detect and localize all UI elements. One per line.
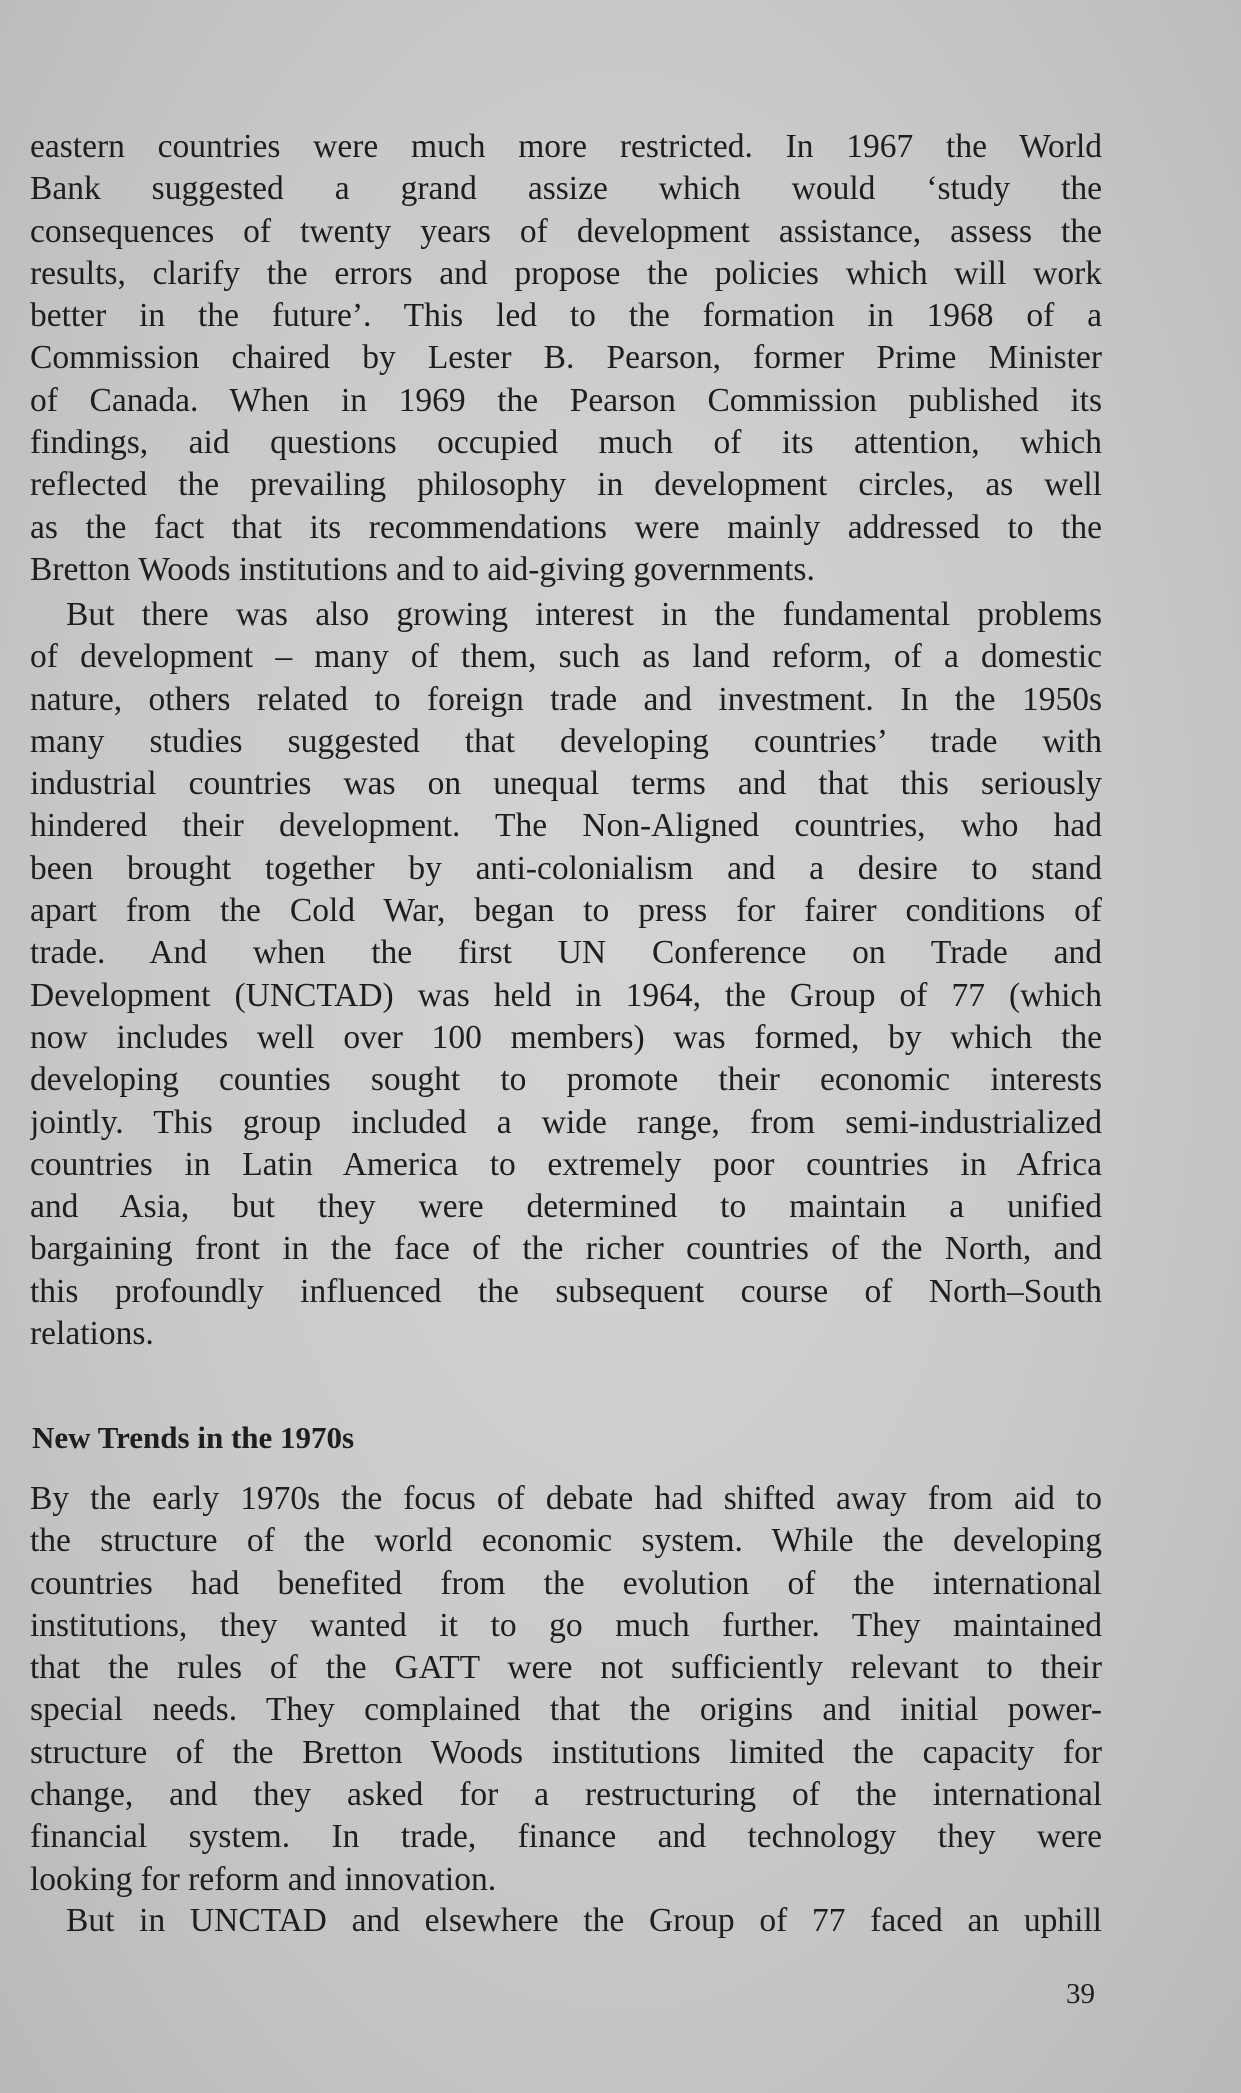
text-line: consequences of twenty years of development assistance, assess the — [30, 212, 1102, 250]
text-line: of Canada. When in 1969 the Pearson Commission published its — [30, 381, 1102, 419]
text-line: industrial countries was on unequal terms and that this seriously — [30, 765, 1102, 803]
section-heading: New Trends in the 1970s — [32, 1420, 355, 1455]
text-line: But in UNCTAD and elsewhere the Group of 77 faced an uphill — [66, 1902, 1102, 1939]
text-line: eastern countries were much more restricted. In 1967 the World — [30, 128, 1102, 165]
text-line: change, and they asked for a restructuring of the international — [30, 1776, 1102, 1814]
text-line: Bank suggested a grand assize which would ‘study the — [30, 170, 1102, 208]
text-line: findings, aid questions occupied much of its attention, which — [30, 424, 1102, 462]
text-line: looking for reform and innovation. — [30, 1860, 497, 1898]
paragraph-4 — [30, 1900, 1102, 1942]
paragraph-2 — [30, 594, 1102, 1355]
text-line: now includes well over 100 members) was formed, by which the — [30, 1018, 1102, 1056]
text-line: jointly. This group included a wide range, from semi-industrialized — [30, 1103, 1102, 1141]
text-line: Bretton Woods institutions and to aid-giving governments. — [30, 550, 815, 588]
paragraph-1 — [30, 126, 1102, 591]
text-line: By the early 1970s the focus of debate had shifted away from aid to — [30, 1480, 1102, 1517]
text-line: reflected the prevailing philosophy in development circles, as well — [30, 466, 1102, 504]
text-line: of development – many of them, such as land reform, of a domestic — [30, 638, 1102, 676]
text-line: hindered their development. The Non-Aligned countries, who had — [30, 807, 1102, 845]
text-line: relations. — [30, 1315, 154, 1353]
page-number: 39 — [1066, 1978, 1095, 2010]
text-line: this profoundly influenced the subsequent course of North–South — [30, 1272, 1102, 1310]
text-line: developing counties sought to promote their economic interests — [30, 1061, 1102, 1099]
text-line: nature, others related to foreign trade and investment. In the 1950s — [30, 680, 1102, 718]
text-line: countries in Latin America to extremely poor countries in Africa — [30, 1145, 1102, 1183]
text-line: been brought together by anti-colonialism and a desire to stand — [30, 849, 1102, 887]
text-line: But there was also growing interest in the fundamental problems — [66, 596, 1102, 633]
text-line: many studies suggested that developing countries’ trade with — [30, 722, 1102, 760]
text-line: Commission chaired by Lester B. Pearson, former Prime Minister — [30, 339, 1102, 377]
text-line: countries had benefited from the evolution of the international — [30, 1564, 1102, 1602]
text-line: that the rules of the GATT were not sufficiently relevant to their — [30, 1649, 1102, 1687]
text-line: financial system. In trade, finance and technology they were — [30, 1818, 1102, 1856]
text-line: results, clarify the errors and propose the policies which will work — [30, 254, 1102, 292]
text-line: apart from the Cold War, began to press for fairer conditions of — [30, 892, 1102, 930]
text-line: trade. And when the first UN Conference on Trade and — [30, 934, 1102, 972]
text-line: bargaining front in the face of the richer countries of the North, and — [30, 1230, 1102, 1268]
text-line: and Asia, but they were determined to maintain a unified — [30, 1188, 1102, 1226]
text-line: the structure of the world economic system. While the developing — [30, 1522, 1102, 1560]
text-line: special needs. They complained that the origins and initial power- — [30, 1691, 1102, 1729]
text-line: better in the future’. This led to the formation in 1968 of a — [30, 297, 1102, 335]
text-line: as the fact that its recommendations were mainly addressed to the — [30, 508, 1102, 546]
text-line: structure of the Bretton Woods institutions limited the capacity for — [30, 1733, 1102, 1771]
text-line: institutions, they wanted it to go much further. They maintained — [30, 1606, 1102, 1644]
paragraph-3 — [30, 1478, 1102, 1901]
text-line: Development (UNCTAD) was held in 1964, the Group of 77 (which — [30, 976, 1102, 1014]
